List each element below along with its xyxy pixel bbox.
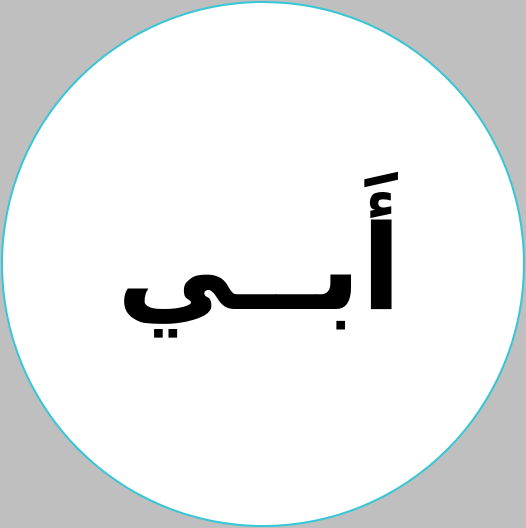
word-circle-card (1, 1, 525, 527)
arabic-word: أَبــي (116, 199, 402, 337)
